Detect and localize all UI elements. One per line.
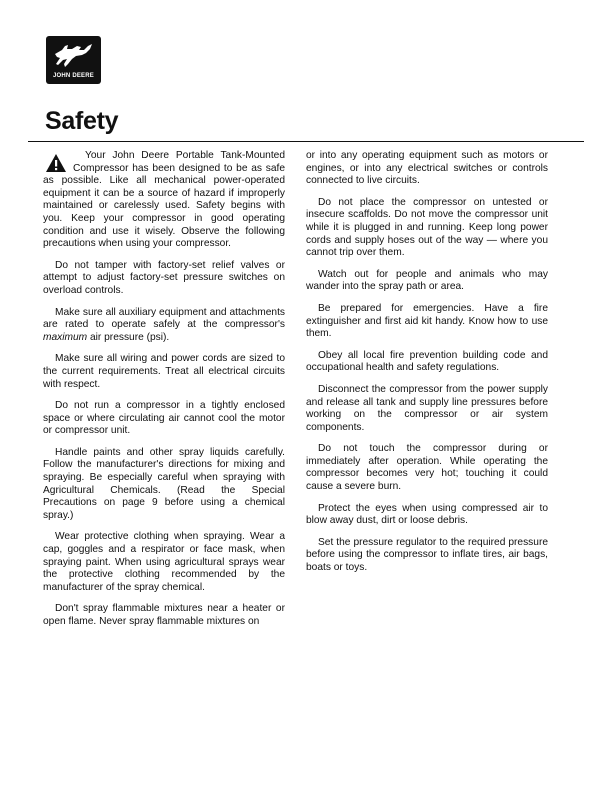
left-column: [43, 150, 285, 638]
paragraph-continued: or into any operating equipment such as motors or engines, or into any electrical switches or controls connected to live circuits.: [306, 150, 548, 187]
paragraph-emergencies: Be prepared for emergencies. Have a fire extinguisher and first aid kit handy. Know how to use them.: [306, 302, 548, 340]
paragraph-auxiliary-equipment: [43, 307, 285, 345]
paragraph-paints: Handle paints and other spray liquids carefully. Follow the manufacturer's directions for mixing and spraying. Be especially careful when spraying with Agricultural Chemicals. (Read the Special Precautions on page 9 before using a chemical spray.): [43, 446, 285, 521]
paragraph-flammable: Don't spray flammable mixtures near a heater or open flame. Never spray flammable mixtures on: [43, 603, 285, 627]
paragraph-hot-surface: Do not touch the compressor during or immediately after operation. While operating the compressor becomes very hot; touching it could cause a severe burn.: [306, 443, 548, 493]
paragraph-pressure-regulator: Set the pressure regulator to the required pressure before using the compressor to inflate tires, air bags, boats or toys.: [306, 536, 548, 574]
paragraph-relief-valves: Do not tamper with factory-set relief valves or attempt to adjust factory-set pressure switches on overload controls.: [43, 259, 285, 296]
intro-text: Your John Deere Portable Tank-Mounted Compressor has been designed to be as safe as possible. Like all mechanical power-operated equipment it can be a source of hazard if improperly maintained or carelessly used. Safety begins with you. Keep your compressor in good operating condition and use it wisely. Observe the following precautions when using your compressor.: [43, 150, 285, 250]
paragraph-enclosed-space: Do not run a compressor in a tightly enclosed space or where circulating air cannot cool the motor or compressor unit.: [43, 400, 285, 437]
paragraph-people-animals: Watch out for people and animals who may wander into the spray path or area.: [306, 268, 548, 293]
paragraph-disconnect: Disconnect the compressor from the power supply and release all tank and supply line pressures before working on the compressor or air system components.: [306, 383, 548, 433]
aux-text-after: air pressure (psi).: [87, 331, 170, 343]
paragraph-protective-clothing: Wear protective clothing when spraying. Wear a cap, goggles and a respirator or face mask, when spraying paint. When using agricultural sprays wear the protective clothing recommended by the manufacturer of the spray chemical.: [43, 531, 285, 593]
logo-text: JOHN DEERE: [52, 73, 94, 79]
paragraph-fire-code: Obey all local fire prevention building code and occupational health and safety regulations.: [306, 349, 548, 374]
aux-text-before: Make sure all auxiliary equipment and attachments are rated to operate safely at the compressor's: [43, 306, 285, 331]
warning-triangle-icon: [45, 153, 67, 173]
page-title: Safety: [45, 107, 119, 135]
paragraph-scaffolds: Do not place the compressor on untested or insecure scaffolds. Do not move the compressor unit while it is plugged in and running. Keep long power cords and supply hoses out of the way — where you cannot trip over them.: [306, 196, 548, 259]
paragraph-eye-protection: Protect the eyes when using compressed air to blow away dust, dirt or loose debris.: [306, 502, 548, 527]
title-divider: [28, 141, 584, 142]
paragraph-wiring: Make sure all wiring and power cords are sized to the current requirements. Treat all electrical circuits with respect.: [43, 353, 285, 390]
deer-logo-icon: [52, 40, 95, 70]
john-deere-logo: [46, 36, 101, 84]
aux-text-emphasis: maximum: [43, 331, 88, 343]
right-column: [306, 150, 548, 584]
intro-paragraph: [43, 150, 285, 251]
